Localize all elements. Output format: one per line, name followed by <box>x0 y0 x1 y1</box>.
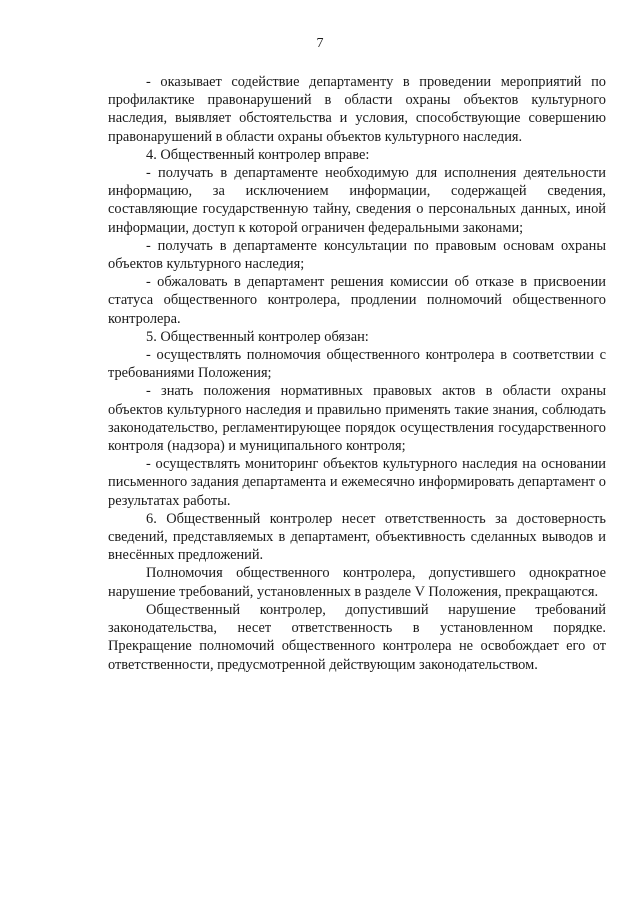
paragraph-liability: Общественный контролер, допустивший нарушение требований законодательства, несет ответственность в установленном порядке. Прекращение полномочий общественного контролера не освобождает его от ответственности, предусмотренной действующим законодательством. <box>108 601 606 673</box>
paragraph-monitoring: - осуществлять мониторинг объектов культурного наследия на основании письменного задания департамента и ежемесячно информировать департамент о результатах работы. <box>108 456 606 509</box>
paragraph-receive-information: - получать в департаменте необходимую для исполнения деятельности информацию, за исключением информации, содержащей сведения, составляющие государственную тайну, сведения о персональных данных, иной информации, доступ к которой ограничен федеральными законами; <box>108 165 606 236</box>
document-body <box>108 73 606 674</box>
paragraph-receive-consultations: - получать в департаменте консультации по правовым основам охраны объектов культурного наследия; <box>108 237 606 273</box>
section-5-heading: 5. Общественный контролер обязан: <box>146 328 369 345</box>
paragraph-know-regulations: - знать положения нормативных правовых актов в области охраны объектов культурного наследия и правильно применять такие знания, соблюдать законодательство, регламентирующее порядок осуществления государственного контроля (надзора) и муниципального контроля; <box>108 383 606 455</box>
paragraph-appeal-decisions: - обжаловать в департамент решения комиссии об отказе в присвоении статуса общественного контролера, продлении полномочий общественного контролера. <box>108 274 606 327</box>
paragraph-assist-department: - оказывает содействие департаменту в проведении мероприятий по профилактике правонарушений в области охраны объектов культурного наследия, выявляет обстоятельства и условия, способствующие совершению правонарушений в области охраны объектов культурного наследия. <box>108 74 606 145</box>
paragraph-exercise-powers: - осуществлять полномочия общественного контролера в соответствии с требованиями Положения; <box>108 347 606 382</box>
page-number: 7 <box>316 36 324 51</box>
paragraph-powers-termination: Полномочия общественного контролера, допустившего однократное нарушение требований, установленных в разделе V Положения, прекращаются. <box>108 565 606 600</box>
section-6-responsibility: 6. Общественный контролер несет ответственность за достоверность сведений, представляемых в департамент, объективность сделанных выводов и внесённых предложений. <box>108 510 606 564</box>
section-4-heading: 4. Общественный контролер вправе: <box>146 146 370 163</box>
